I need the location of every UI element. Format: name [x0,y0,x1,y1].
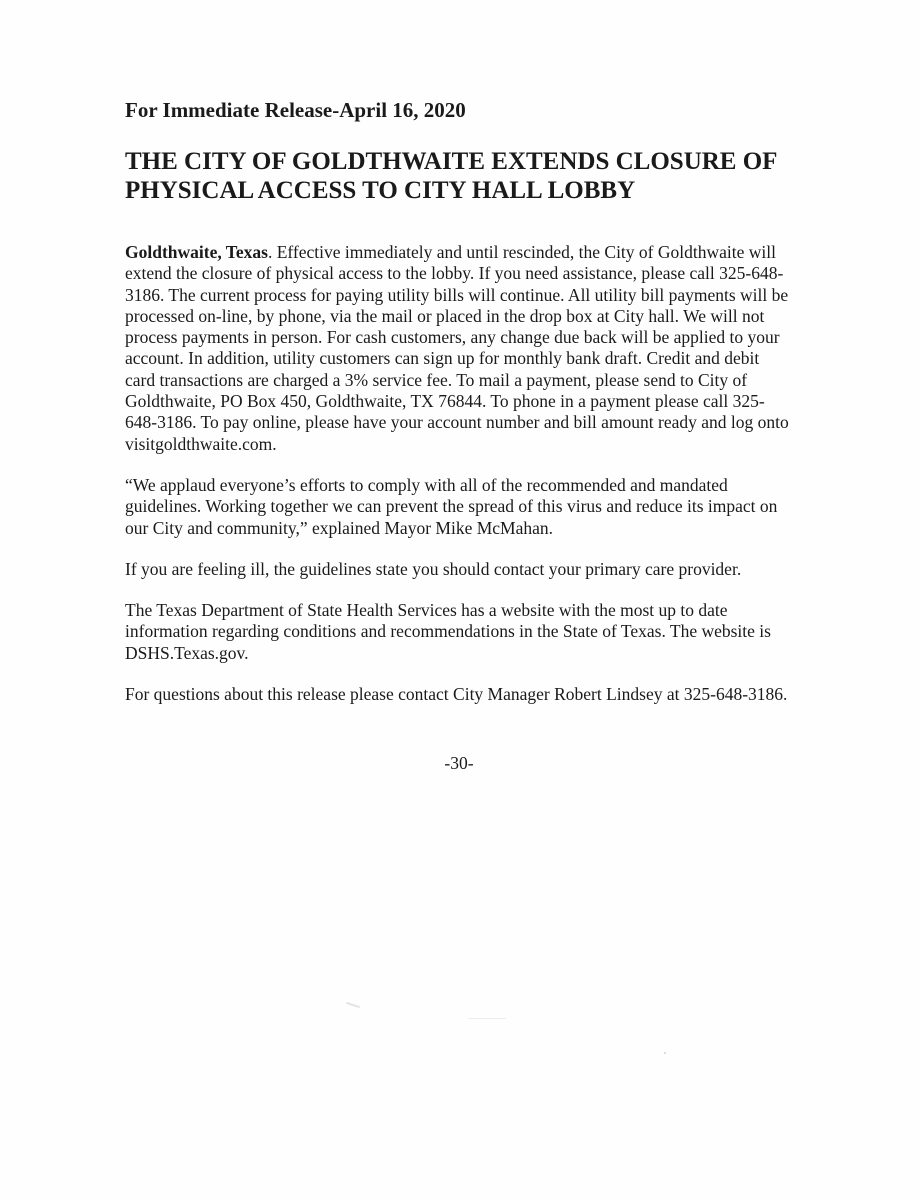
paragraph-announcement [125,242,793,455]
announcement-text: . Effective immediately and until rescinded, the City of Goldthwaite will extend the closure of physical access to the lobby. If you need assistance, please call 325-648-3186. The current process for paying utility bills will continue. All utility bill payments will be processed on-line, by phone, via the mail or placed in the drop box at City hall. We will not process payments in person. For cash customers, any change due back will be applied to your account. In addition, utility customers can sign up for monthly bank draft. Credit and debit card transactions are charged a 3% service fee. To mail a payment, please send to City of Goldthwaite, PO Box 450, Goldthwaite, TX 76844. To phone in a payment please call 325-648-3186. To pay online, please have your account number and bill amount ready and log onto visitgoldthwaite.com. [125,242,789,454]
release-date-line: For Immediate Release-April 16, 2020 [125,98,466,122]
scan-artifact [468,1018,506,1019]
scan-artifact [346,1002,360,1008]
scan-artifact [664,1052,666,1054]
dateline: Goldthwaite, Texas [125,242,268,262]
document-body [125,96,793,774]
paragraph-mayor-quote: “We applaud everyone’s efforts to comply with all of the recommended and mandated guidelines. Working together we can prevent the spread of this virus and reduce its impact on our City and community,” explained Mayor Mike McMahan. [125,474,778,538]
paragraph-health-guidance: If you are feeling ill, the guidelines state you should contact your primary care provider. [125,558,742,579]
paragraph-dshs-website: The Texas Department of State Health Services has a website with the most up to date information regarding conditions and recommendations in the State of Texas. The website is DSHS.Texas.gov. [125,600,771,663]
end-of-release-mark: -30- [444,753,474,774]
headline: THE CITY OF GOLDTHWAITE EXTENDS CLOSURE OF PHYSICAL ACCESS TO CITY HALL LOBBY [125,148,777,204]
paragraph-contact: For questions about this release please contact City Manager Robert Lindsey at 325-648-3186. [125,684,788,705]
